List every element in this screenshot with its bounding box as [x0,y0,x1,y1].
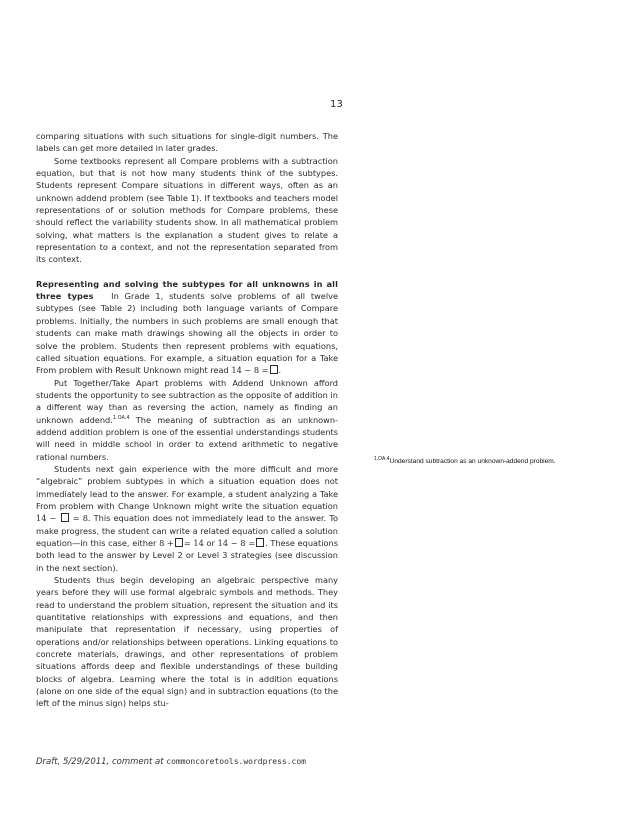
footer-url-link[interactable]: commoncoretools.wordpress.com [166,757,306,766]
paragraph-6: Students thus begin developing an algebraic perspective many years before they will use formal algebraic symbols and methods. They read to understand the problem situation, represent the situation and its quantitative relationships with expressions and equations, and then manipulate that representation if necessary, using properties of operations and/or relationships between operations. Linking equations to concrete materials, drawings, and other representations of problem situations affords deep and flexible understandings of these building blocks of algebra. Learning where the total is in addition equations (alone on one side of the equal sign) and in subtraction equations (to the left of the minus sign) helps stu- [36,575,338,709]
paragraph-3-text: In Grade 1, students solve problems of all twelve subtypes (see Table 2) including both language variants of Compare problems. Initially, the numbers in such problems are small enough that students can make math drawings showing all the objects in order to solve the problem. Students then represent problems with equations, called situation equations. For example, a situation equation for a Take From problem with Result Unknown might read [36,291,339,376]
unknown-box [256,538,264,547]
footer [36,757,356,767]
paragraph-2: Some textbooks represent all Compare problems with a subtraction equation, but that is not how many students think of the subtypes. Students represent Compare situations in different ways, often as an unknown addend problem (see Table 1). If textbooks and teachers model representations of or solution methods for Compare problems, these should reflect the variability students show. In all mathematical problem solving, what matters is the explanation a student gives to relate a representation to a context, and not the representation separated from its context. [36,155,338,265]
section-heading: Representing and solving the subtypes for all unknowns in all three types [36,278,338,302]
footer-text: Draft, 5/29/2011, comment at [36,757,164,767]
main-text-column [36,130,338,710]
margin-note-ref: 1.OA.4 [374,456,390,462]
paragraph-1: comparing situations with such situations for single-digit numbers. The labels can get more detailed in later grades. [36,131,338,154]
paragraph-4-text-a: Put Together/Take Apart problems with Addend Unknown afford students the opportunity to see subtraction as the opposite of addition in a different way than as reversing the action, namely as finding an unknown addend. [36,377,338,425]
solution-equation-a: 8 + [159,538,174,548]
solution-equation-c: 14 − 8 = [217,538,256,548]
margin-note-reference: 1.OA.4 [112,414,130,421]
equation-change-unknown-b: = 8. [72,513,91,524]
paragraph-3: Representing and solving the subtypes for all unknowns in all three types In Grade 1, students solve problems of all twelve subtypes (see Table 2) including both language variants of Compare problems. Initially, the numbers in such problems are small enough that students can make math drawings showing all the objects in order to solve the problem. Students then represent problems with equations, called situation equations. For example, a situation equation for a Take From problem with Result Unknown might read 14 − 8 = . [36,278,339,376]
page-number: 13 [330,99,344,110]
paragraph-5-text-c: . These equations both lead to the answer by Level 2 or Level 3 strategies (see discussion in the next section). [36,538,338,573]
paragraph-5-text-b: This equation does not immediately lead to the answer. To make progress, the student can write a related equation called a solution equation—in this case, either [36,513,338,548]
or-text: or [206,538,215,548]
unknown-box [270,365,278,374]
margin-note-text: Understand subtraction as an unknown-addend problem. [389,458,556,465]
paragraph-5-text-a: Students next gain experience with the more difficult and more “algebraic” problem subtypes in which a situation equation does not immediately lead to the answer. For example, a student analyzing a Take From problem with Change Unknown might write the situation equation [36,463,338,511]
paragraph-4-text-b: The meaning of subtraction as an unknown-addend addition problem is one of the essential understandings students will need in middle school in order to extend arithmetic to negative rational numbers. [36,414,339,462]
unknown-box [61,513,69,522]
paragraph-5 [36,463,338,574]
margin-note [374,458,614,465]
unknown-box [175,538,183,547]
solution-equation-b: = 14 [183,538,204,548]
equation-change-unknown-a: 14 − [36,513,57,524]
equation-result-unknown: 14 − 8 = [231,365,269,376]
paragraph-4 [36,377,338,463]
